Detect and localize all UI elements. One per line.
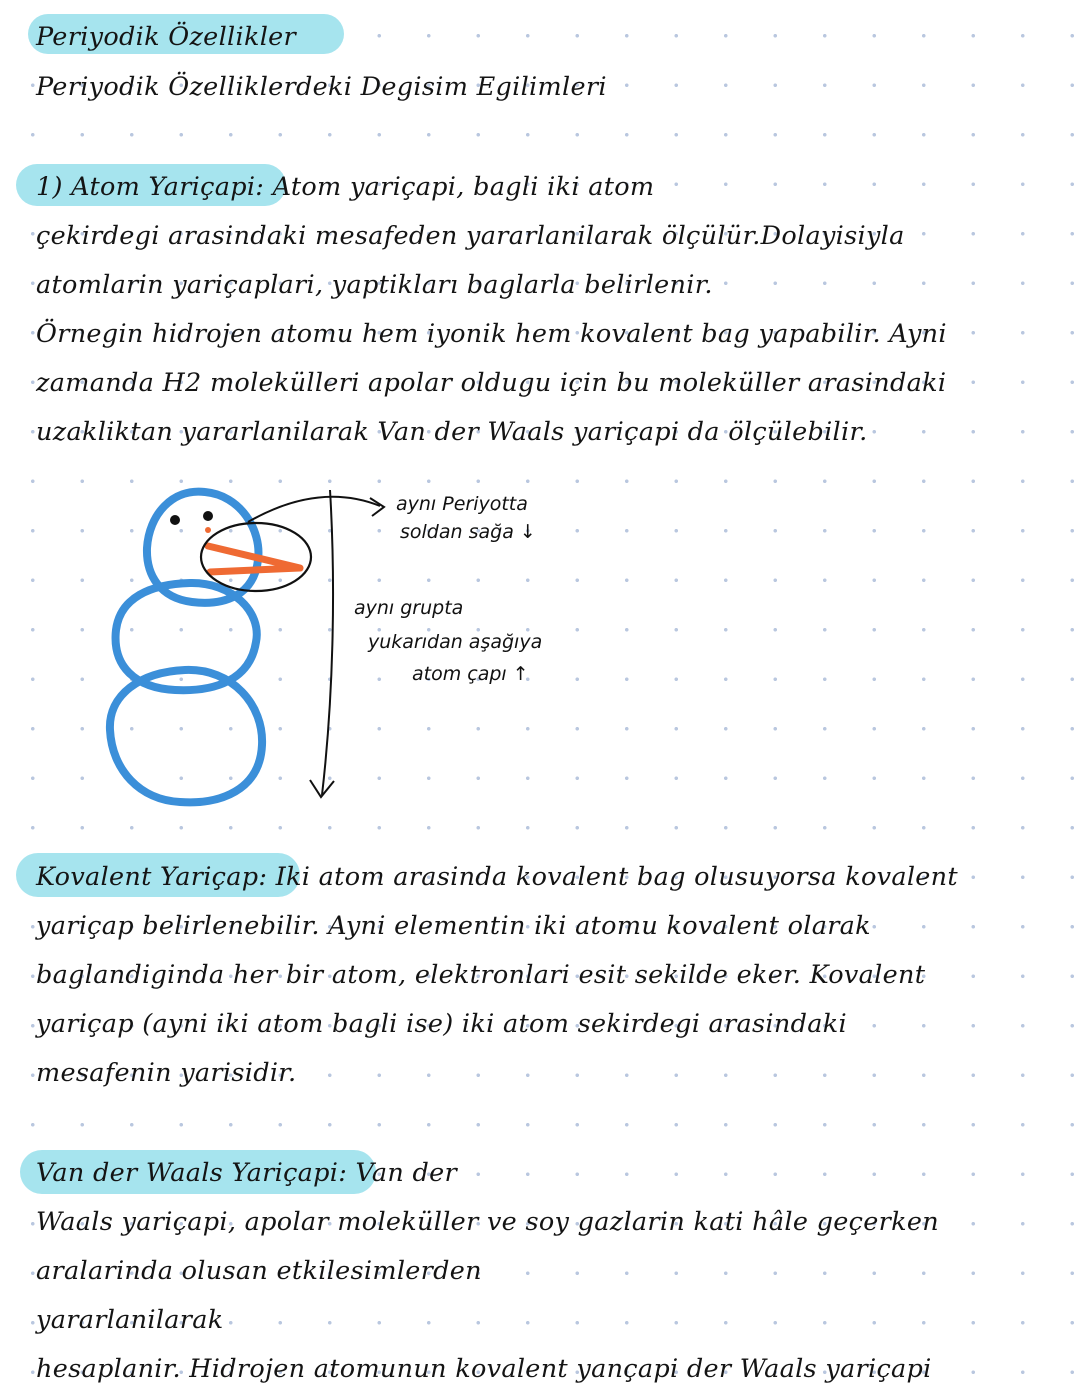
kovalent-heading: Kovalent Yariçap: xyxy=(36,862,268,892)
atom-line-4: Örnegin hidrojen atomu hem iyonik hem kovalent bag yapabilir. Ayni xyxy=(36,319,947,349)
kovalent-line-3: baglandiginda her bir atom, elektronlari esit sekilde eker. Kovalent xyxy=(36,960,926,990)
group-arrow xyxy=(322,490,333,795)
kovalent-line-1: Kovalent Yariçap: Iki atom arasinda kovalent bag olusuyorsa kovalent xyxy=(36,862,958,892)
note-group-2: yukarıdan aşağıya xyxy=(368,631,543,653)
note-period-1: aynı Periyotta xyxy=(396,493,528,515)
vdw-heading: Van der Waals Yariçapi: xyxy=(36,1158,348,1188)
eye-icon xyxy=(170,515,180,525)
vdw-line-5: hesaplanir. Hidrojen atomunun kovalent yançapi der Waals yariçapi xyxy=(36,1354,932,1384)
kovalent-line-2: yariçap belirlenebilir. Ayni elementin iki atomu kovalent olarak xyxy=(36,911,871,941)
period-arrow xyxy=(248,497,380,522)
note-period-2: soldan sağa ↓ xyxy=(400,521,536,543)
note-group-1: aynı grupta xyxy=(354,597,464,619)
note-group-3: atom çapı ↑ xyxy=(412,663,529,685)
atom-heading: 1) Atom Yariçapi: xyxy=(36,172,265,202)
snowman-icon xyxy=(110,492,262,803)
vdw-line-3: aralarinda olusan etkilesimlerden xyxy=(36,1256,482,1286)
page-subtitle: Periyodik Özelliklerdeki Degisim Egilimleri xyxy=(36,72,607,102)
kovalent-line-4: yariçap (ayni iki atom bagli ise) iki atom sekirdegi arasindaki xyxy=(36,1009,847,1039)
atom-line-2: çekirdegi arasindaki mesafeden yararlanilarak ölçülür.Dolayisiyla xyxy=(36,221,905,251)
vdw-line-4: yararlanilarak xyxy=(36,1305,224,1335)
page-title: Periyodik Özellikler xyxy=(36,22,297,52)
atom-line-6: uzakliktan yararlanilarak Van der Waals yariçapi da ölçülebilir. xyxy=(36,417,868,447)
kovalent-line-5: mesafenin yarisidir. xyxy=(36,1058,297,1088)
vdw-line-1: Van der Waals Yariçapi: Van der xyxy=(36,1158,458,1188)
eye-icon xyxy=(203,511,213,521)
atom-line-1: 1) Atom Yariçapi: Atom yariçapi, bagli iki atom xyxy=(36,172,655,202)
atom-line-3: atomlarin yariçaplari, yaptikları baglarla belirlenir. xyxy=(36,270,713,300)
atom-line-5: zamanda H2 molekülleri apolar oldugu için bu moleküller arasindaki xyxy=(36,368,947,398)
vdw-line-2: Waals yariçapi, apolar moleküller ve soy gazlarin kati hâle geçerken xyxy=(36,1207,939,1237)
arrowhead-icon xyxy=(370,498,384,516)
